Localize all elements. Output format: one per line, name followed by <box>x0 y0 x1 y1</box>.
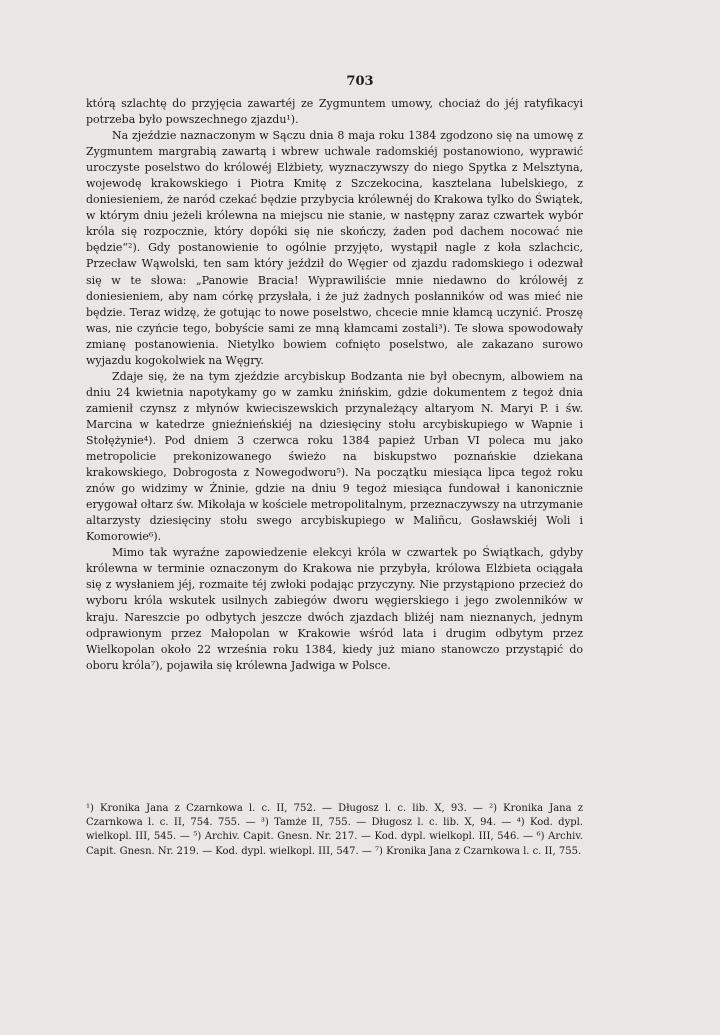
paragraph-1: którą szlachtę do przyjęcia zawartéj ze Zygmuntem umowy, chociaż do jéj ratyfikacyi potrzeba było powszechnego zjazdu¹). <box>86 97 583 127</box>
paragraph-2: Na zjeździe naznaczonym w Sączu dnia 8 maja roku 1384 zgodzono się na umowę z Zygmuntem margrabią zawartą i wbrew uchwale radomskiéj postanowiono, wyprawić uroczyste poselstwo do królowéj Elżbiety, wyznaczywszy do niego Spytka z Melsztyna, wojewodę krakowskiego i Piotra Kmitę z Szczekocina, kasztelana lubelskiego, z doniesieniem, że naród czekać będzie przybycia królewnéj do Krakowa tylko do Świątek, w którym dniu jeżeli królewna na miejscu nie stanie, w następny zaraz czwartek wybór króla się rozpocznie, który dopóki się nie skończy, żaden pod dachem nocować nie będzie“²). Gdy postanowienie to ogólnie przyjęto, wystąpił nagle z koła szlachcic, Przecław Wąwolski, ten sam który jeździł do Węgier od zjazdu radomskiego i odezwał się w te słowa: „Panowie Bracia! Wyprawiliście mnie niedawno do królowéj z doniesieniem, aby nam córkę przysłała, i że już żadnych posłanników od was mieć nie będzie. Teraz widzę, że gotując to nowe poselstwo, chcecie mnie kłamcą uczynić. Proszę was, nie czyńcie tego, bobyście sami ze mną kłamcami zostali³). Te słowa spowodowały zmianę postanowienia. Nietylko bowiem cofnięto poselstwo, ale zakazano surowo wyjazdu kogokolwiek na Węgry. <box>86 129 583 367</box>
paragraph-3: Zdaje się, że na tym zjeździe arcybiskup Bodzanta nie był obecnym, albowiem na dniu 24 kwietnia napotykamy go w zamku żnińskim, gdzie dokumentem z tegoż dnia zamienił czynsz z młynów kwieciszewskich przynależący altaryom N. Maryi P. i św. Marcina w katedrze gnieźnieńskiéj na dziesięciny stołu arcybiskupiego w Wapnie i Stołężynie⁴). Pod dniem 3 czerwca roku 1384 papież Urban VI poleca mu jako metropolicie prekonizowanego świeżo na biskupstwo poznańskie dziekana krakowskiego, Dobrogosta z Nowegodworu⁵). Na początku miesiąca lipca tegoż roku znów go widzimy w Żninie, gdzie na dniu 9 tegoż miesiąca fundował i kanonicznie erygował ołtarz św. Mikołaja w kościele metropolitalnym, przeznaczywszy na utrzymanie altarzysty dziesięciny stołu swego arcybiskupiego w Maliñcu, Gosławskiéj Woli i Komorowie⁶). <box>86 369 583 544</box>
paragraph-4: Mimo tak wyraźne zapowiedzenie elekcyi króla w czwartek po Świątkach, gdyby królewna w terminie oznaczonym do Krakowa nie przybyła, królowa Elżbieta ociągała się z wysłaniem jéj, rozmaite téj zwłoki podając przyczyny. Nie przystąpiono przecież do wyboru króla wskutek usilnych zabiegów dworu węgierskiego i jego zwolenników w kraju. Nareszcie po odbytych jeszcze dwóch zjazdach bliżéj nam nieznanych, jednym odprawionym przez Małopolan w Krakowie wśród lata i drugim odbytym przez Wielkopolan około 22 września roku 1384, kiedy już miano stanowczo przystąpić do oboru króla⁷), pojawiła się królewna Jadwiga w Polsce. <box>86 546 583 672</box>
body-text <box>86 96 583 674</box>
footnotes <box>86 802 583 859</box>
page-number: 703 <box>346 74 374 89</box>
footnotes-text: ¹) Kronika Jana z Czarnkowa l. c. II, 752. — Długosz l. c. lib. X, 93. — ²) Kronika Jana z Czarnkowa l. c. II, 754. 755. — ³) Tamże II, 755. — Długosz l. c. lib. X, 94. — ⁴) Kod. dypl. wielkopl. III, 545. — ⁵) Archiv. Capit. Gnesn. Nr. 217. — Kod. dypl. wielkopl. III, 546. — ⁶) Archiv. Capit. Gnesn. Nr. 219. — Kod. dypl. wielkopl. III, 547. — ⁷) Kronika Jana z Czarnkowa l. c. II, 755. <box>86 803 583 857</box>
